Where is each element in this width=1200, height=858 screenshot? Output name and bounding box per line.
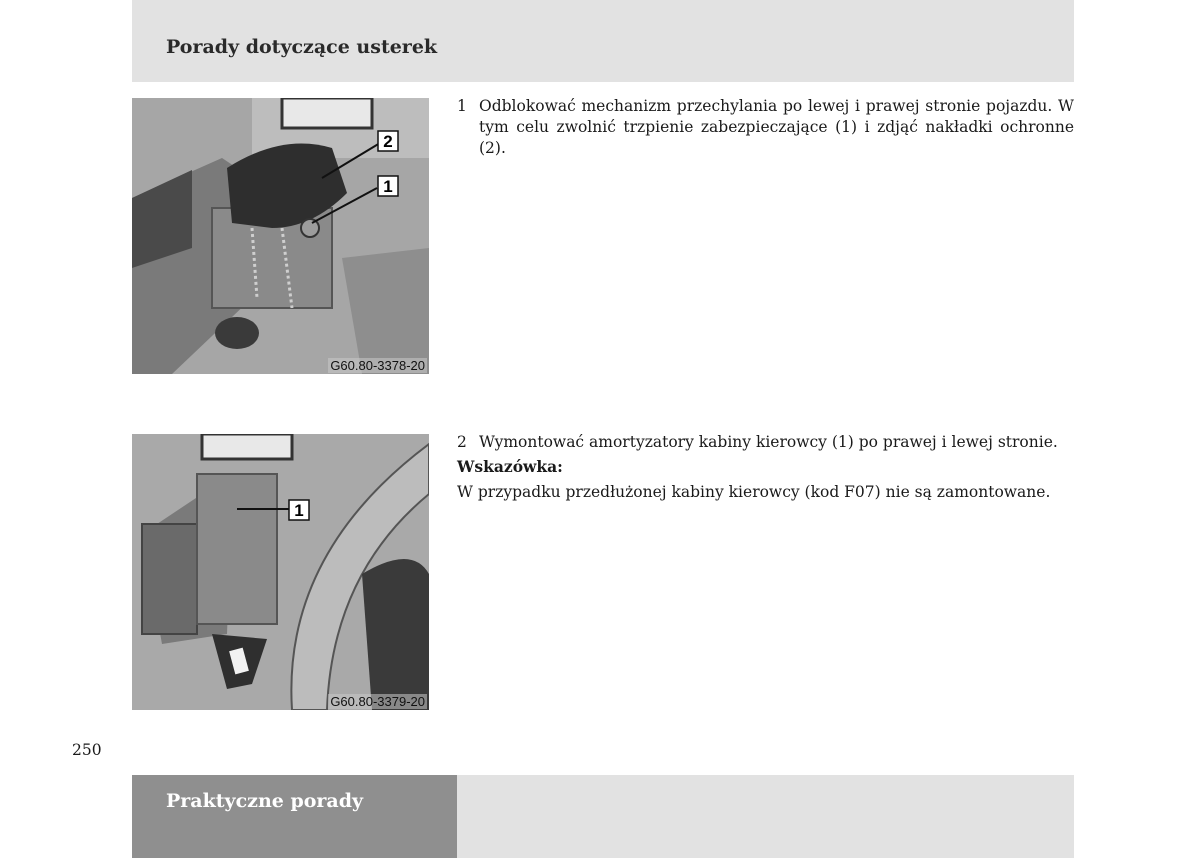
step-text: Odblokować mechanizm przechylania po lewej i prawej stronie pojazdu. W tym celu zwolnić trzpienie zabezpieczające (1) i zdjąć nakładki ochronne (2).	[479, 97, 1074, 157]
footer-section-tab	[132, 775, 457, 858]
page-title: Porady dotyczące usterek	[166, 36, 438, 58]
figure-2-illustration	[132, 434, 429, 710]
figure-1-photo	[132, 98, 429, 374]
step-text: Wymontować amortyzatory kabiny kierowcy (1) po prawej i lewej stronie.	[479, 433, 1058, 451]
figure-2-photo	[132, 434, 429, 710]
figure-code: G60.80-3378-20	[330, 358, 425, 373]
figure-code: G60.80-3379-20	[330, 694, 425, 709]
callout-1: 1	[383, 177, 393, 196]
page-number: 250	[72, 741, 102, 759]
note-text: W przypadku przedłużonej kabiny kierowcy (kod F07) nie są zamontowane.	[457, 483, 1051, 501]
step-number: 1	[457, 97, 467, 115]
callout-1: 1	[294, 501, 304, 520]
figure-1-illustration	[132, 98, 429, 374]
callout-2: 2	[383, 132, 393, 151]
step-1	[457, 96, 1074, 159]
step-2	[457, 432, 1074, 453]
footer-band	[457, 775, 1074, 858]
note-label: Wskazówka:	[457, 457, 563, 476]
footer-section-title: Praktyczne porady	[166, 790, 364, 812]
step-number: 2	[457, 433, 467, 451]
